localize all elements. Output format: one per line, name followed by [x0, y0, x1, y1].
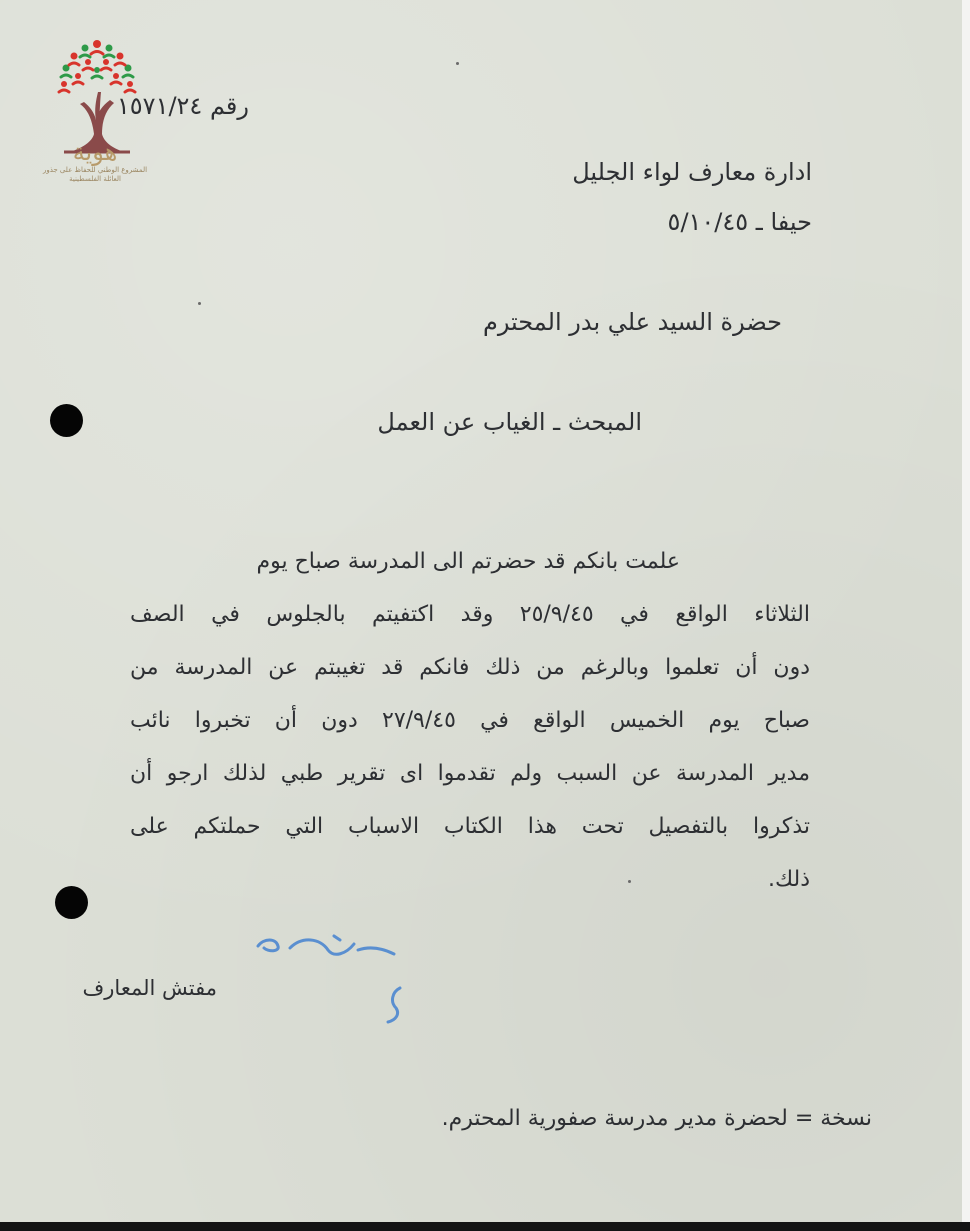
body-line: صباح يوم الخميس الواقع في ٢٧/٩/٤٥ دون أن تخبروا نائب: [130, 708, 810, 733]
recipient-line: حضرة السيد علي بدر المحترم: [482, 308, 782, 336]
letter-body: [130, 535, 810, 906]
place-date: حيفا ـ ٥/١٠/٤٥: [667, 208, 812, 236]
scan-edge-right: [962, 0, 970, 1231]
copy-line: نسخة = لحضرة مدير مدرسة صفورية المحترم.: [441, 1106, 872, 1131]
scan-speck: [198, 302, 201, 305]
body-line: علمت بانكم قد حضرتم الى المدرسة صباح يوم: [256, 549, 680, 574]
reference-number: رقم ١٥٧١/٢٤: [116, 92, 249, 120]
body-line: تذكروا بالتفصيل تحت هذا الكتاب الاسباب التي حملتكم على: [130, 814, 810, 839]
punch-hole: [55, 886, 88, 919]
scan-speck: [456, 62, 459, 65]
signer-title: مفتش المعارف: [82, 976, 217, 1000]
logo-name: هوية: [72, 138, 118, 166]
body-line: مدير المدرسة عن السبب ولم تقدموا اى تقرير طبي لذلك ارجو أن: [130, 761, 810, 786]
scan-speck: [628, 880, 631, 883]
body-line: الثلاثاء الواقع في ٢٥/٩/٤٥ وقد اكتفيتم بالجلوس في الصف: [130, 602, 810, 627]
logo-tagline: المشروع الوطني للحفاظ على جذور العائلة الفلسطينية: [42, 166, 148, 183]
subject-line: المبحث ـ الغياب عن العمل: [377, 408, 642, 436]
punch-hole: [50, 404, 83, 437]
office-name: ادارة معارف لواء الجليل: [572, 158, 812, 186]
handwritten-signature-icon: [250, 928, 420, 1028]
logo-caption: [40, 138, 150, 184]
scan-edge-bottom: [0, 1222, 970, 1231]
body-line: ذلك.: [767, 867, 810, 892]
body-line: دون أن تعلموا وبالرغم من ذلك فانكم قد تغيبتم عن المدرسة من: [130, 655, 810, 680]
